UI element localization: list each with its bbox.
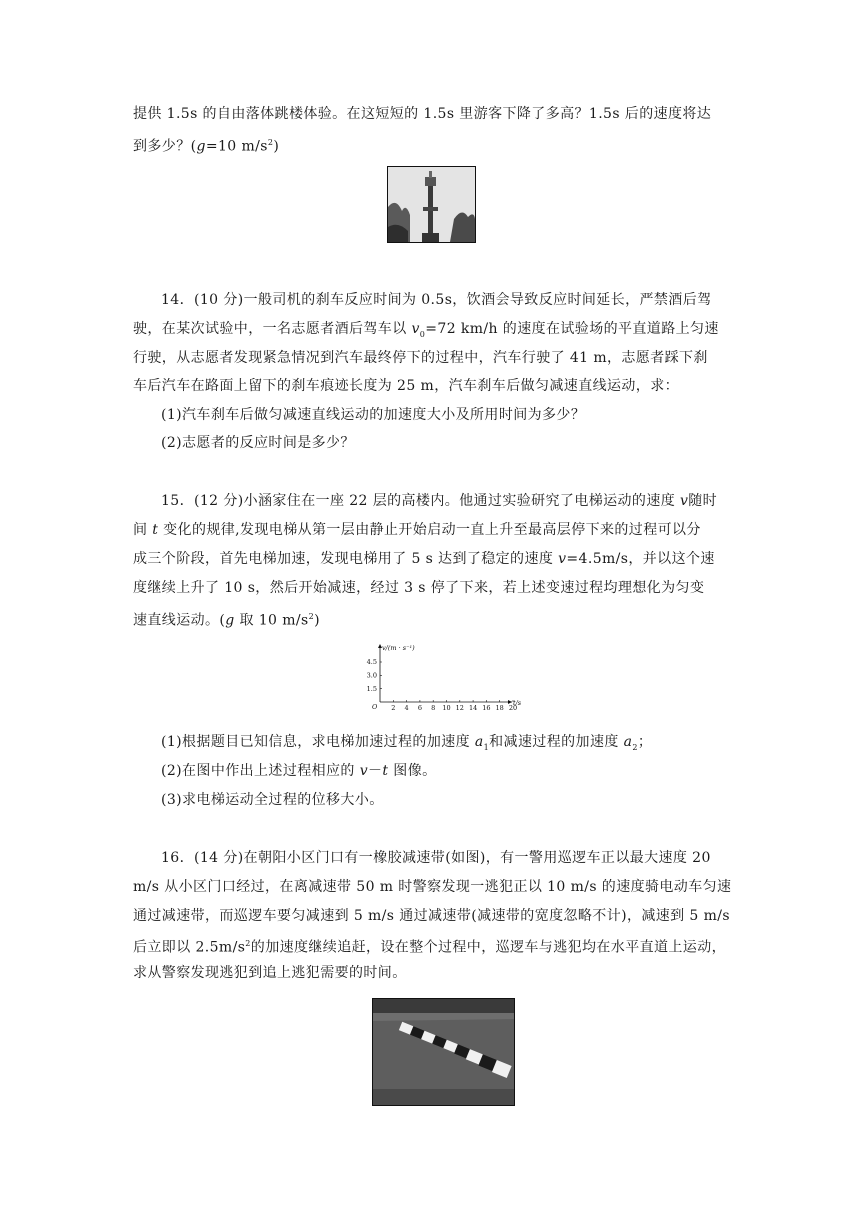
q14-text-line2: 驶，在某次试验中，一名志愿者酒后驾车以 $v_0=72$ km/h 的速度在试验场的平直道路上匀速 (133, 321, 719, 339)
rubber-speed-bump-illustration (373, 999, 514, 1105)
y-tick-label: 1.5 (366, 684, 377, 693)
q15-text-line4: 度继续上升了 10 s，然后开始减速，经过 3 s 停了下来，若上述变速过程均理想化为匀变 (133, 580, 705, 596)
q14-text-line3: 行驶，从志愿者发现紧急情况到汽车最终停下的过程中，汽车行驶了 41 m，志愿者踩下刹 (133, 350, 708, 366)
q16-text-line3: 通过减速带，而巡逻车要匀减速到 5 m/s 通过减速带(减速带的宽度忽略不计)，减速到 5 m/s (133, 908, 730, 924)
q13-text-line2: 到多少？(g=10 $m/s^2$) (133, 138, 280, 155)
x-tick-label: 2 (391, 704, 396, 712)
q14-sub-question-1: (1)汽车刹车后做匀减速直线运动的加速度大小及所用时间为多少？ (161, 407, 586, 423)
q15-sub-question-1: (1)根据题目已知信息，求电梯加速过程的加速度 $a_1$和减速过程的加速度 $a_2$； (161, 734, 653, 752)
x-tick-label: 10 (442, 704, 451, 712)
vt-graph-axes (362, 642, 530, 722)
x-tick-label: 20 (508, 704, 518, 712)
q15-text-line1: 15．(12 分)小涵家住在一座 22 层的高楼内。他通过实验研究了电梯运动的速度 v随时 (161, 493, 718, 509)
drop-tower-illustration (388, 167, 475, 242)
q15-sub-question-2: (2)在图中作出上述过程相应的 v－t 图像。 (161, 763, 437, 779)
q15-sub-question-3: (3)求电梯运动全过程的位移大小。 (161, 792, 384, 808)
q16-text-line5: 求从警察发现逃犯到追上逃犯需要的时间。 (133, 965, 407, 981)
origin-label: O (372, 703, 378, 711)
y-axis-label: v/(m · s⁻¹) (382, 644, 415, 652)
q15-text-line5: 速直线运动。(g 取 10 $m/s^2$) (133, 612, 320, 629)
q16-text-line1: 16．(14 分)在朝阳小区门口有一橡胶减速带(如图)，有一警用巡逻车正以最大速度 20 (161, 850, 711, 866)
x-tick-label: 14 (468, 704, 478, 712)
x-tick-label: 8 (431, 704, 436, 712)
q13-text-line1: 提供 1.5s 的自由落体跳楼体验。在这短短的 1.5s 里游客下降了多高？1.5s 后的速度将达 (133, 106, 712, 122)
q14-sub-question-2: (2)志愿者的反应时间是多少？ (161, 435, 355, 451)
q15-text-line3: 成三个阶段，首先电梯加速，发现电梯用了 5 s 达到了稳定的速度 v=4.5m/s，并以这个速 (133, 551, 715, 567)
q14-text-line1: 14．(10 分)一般司机的刹车反应时间为 0.5s，饮酒会导致反应时间延长，严禁酒后驾 (161, 292, 712, 308)
x-tick-label: 16 (482, 704, 491, 712)
x-axis-label: t/s (513, 699, 522, 707)
q15-text-line2: 间 t 变化的规律,发现电梯从第一层由静止开始启动一直上升至最高层停下来的过程可以分 (133, 522, 701, 538)
q16-text-line4: 后立即以 $2.5m/s^2$的加速度继续追赶，设在整个过程中，巡逻车与逃犯均在水平直道上运动， (133, 939, 726, 956)
tower-photo (387, 166, 476, 243)
x-tick-label: 6 (417, 704, 422, 712)
x-tick-label: 18 (495, 704, 504, 712)
x-tick-label: 12 (455, 704, 464, 712)
x-tick-label: 4 (404, 704, 409, 712)
y-tick-label: 3.0 (366, 671, 377, 680)
q14-text-line4: 车后汽车在路面上留下的刹车痕迹长度为 25 m，汽车刹车后做匀减速直线运动，求： (133, 378, 679, 394)
y-tick-label: 4.5 (366, 658, 377, 667)
q16-text-line2: m/s 从小区门口经过，在离减速带 50 m 时警察发现一逃犯正以 10 m/s 的速度骑电动车匀速 (133, 879, 732, 895)
speed-bump-photo (372, 998, 515, 1106)
